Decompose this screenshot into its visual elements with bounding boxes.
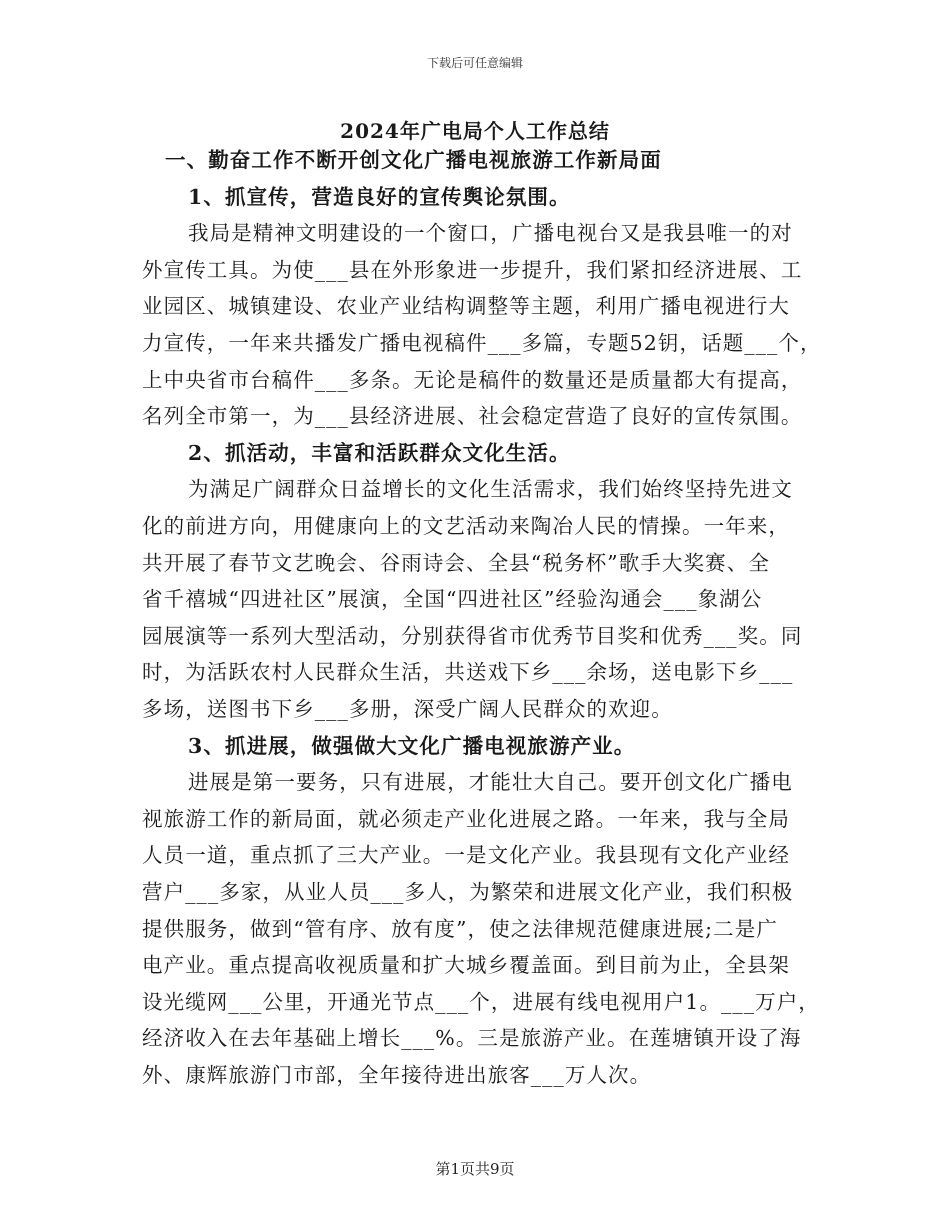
section-heading: 1、抓宣传，营造良好的宣传舆论氛围。 [188,184,571,209]
page-footer: 第1页共9页 [435,1160,515,1178]
body-line: 共开展了春节文艺晚会、谷雨诗会、全县“税务杯”歌手大奖赛、全 [142,550,770,575]
body-line: 多场，送图书下乡___多册，深受广阔人民群众的欢迎。 [142,697,673,721]
body-line: 业园区、城镇建设、农业产业结构调整等主题，利用广播电视进行大 [142,294,790,319]
body-line: 园展演等一系列大型活动，分别获得省市优秀节目奖和优秀___奖。同 [142,623,803,648]
section-heading: 3、抓进展，做强做大文化广播电视旅游产业。 [188,733,636,758]
body-line: 时，为活跃农村人民群众生活，共送戏下乡___余场，送电影下乡___ [142,660,794,685]
body-line: 化的前进方向，用健康向上的文艺活动来陶冶人民的情操。一年来， [142,514,790,538]
body-line: 力宣传，一年来共播发广播电视稿件___多篇，专题52钥，话题___个， [142,331,822,355]
body-line: 视旅游工作的新局面，就必须走产业化进展之路。一年来，我与全局 [142,806,790,831]
body-line: 名列全市第一，为___县经济进展、社会稳定营造了良好的宣传氛围。 [142,404,803,429]
body-line: 进展是第一要务，只有进展，才能壮大自己。要开创文化广播电 [188,770,793,795]
body-line: 外宣传工具。为使___县在外形象进一步提升，我们紧扣经济进展、工 [142,257,803,282]
body-line: 为满足广阔群众日益增长的文化生活需求，我们始终坚持先进文 [188,477,793,502]
body-line: 省千禧城“四进社区”展演，全国“四进社区”经验沟通会___象湖公 [142,587,763,612]
body-line: 设光缆网___公里，开通光节点___个，进展有线电视用户1。___万户， [142,989,820,1014]
body-line: 提供服务，做到“管有序、放有度”，使之法律规范健康进展;二是广 [142,916,778,941]
document-title: 2024年广电局个人工作总结 [340,119,610,143]
header-note: 下载后可任意编辑 [426,56,523,70]
body-line: 人员一道，重点抓了三大产业。一是文化产业。我县现有文化产业经 [142,843,790,868]
section-heading: 一、勤奋工作不断开创文化广播电视旅游工作新局面 [165,148,662,172]
body-line: 外、康辉旅游门市部，全年接待进出旅客___万人次。 [142,1063,652,1087]
body-line: 营户___多家，从业人员___多人，为繁荣和进展文化产业，我们积极 [142,880,794,904]
body-line: 上中央省市台稿件___多条。无论是稿件的数量还是质量都大有提高， [142,367,803,392]
section-heading: 2、抓活动，丰富和活跃群众文化生活。 [188,440,571,465]
body-line: 我局是精神文明建设的一个窗口，广播电视台又是我县唯一的对 [188,221,793,246]
body-line: 经济收入在去年基础上增长___%。三是旅游产业。在莲塘镇开设了海 [142,1026,802,1051]
body-line: 电产业。重点提高收视质量和扩大城乡覆盖面。到目前为止，全县架 [142,953,790,978]
